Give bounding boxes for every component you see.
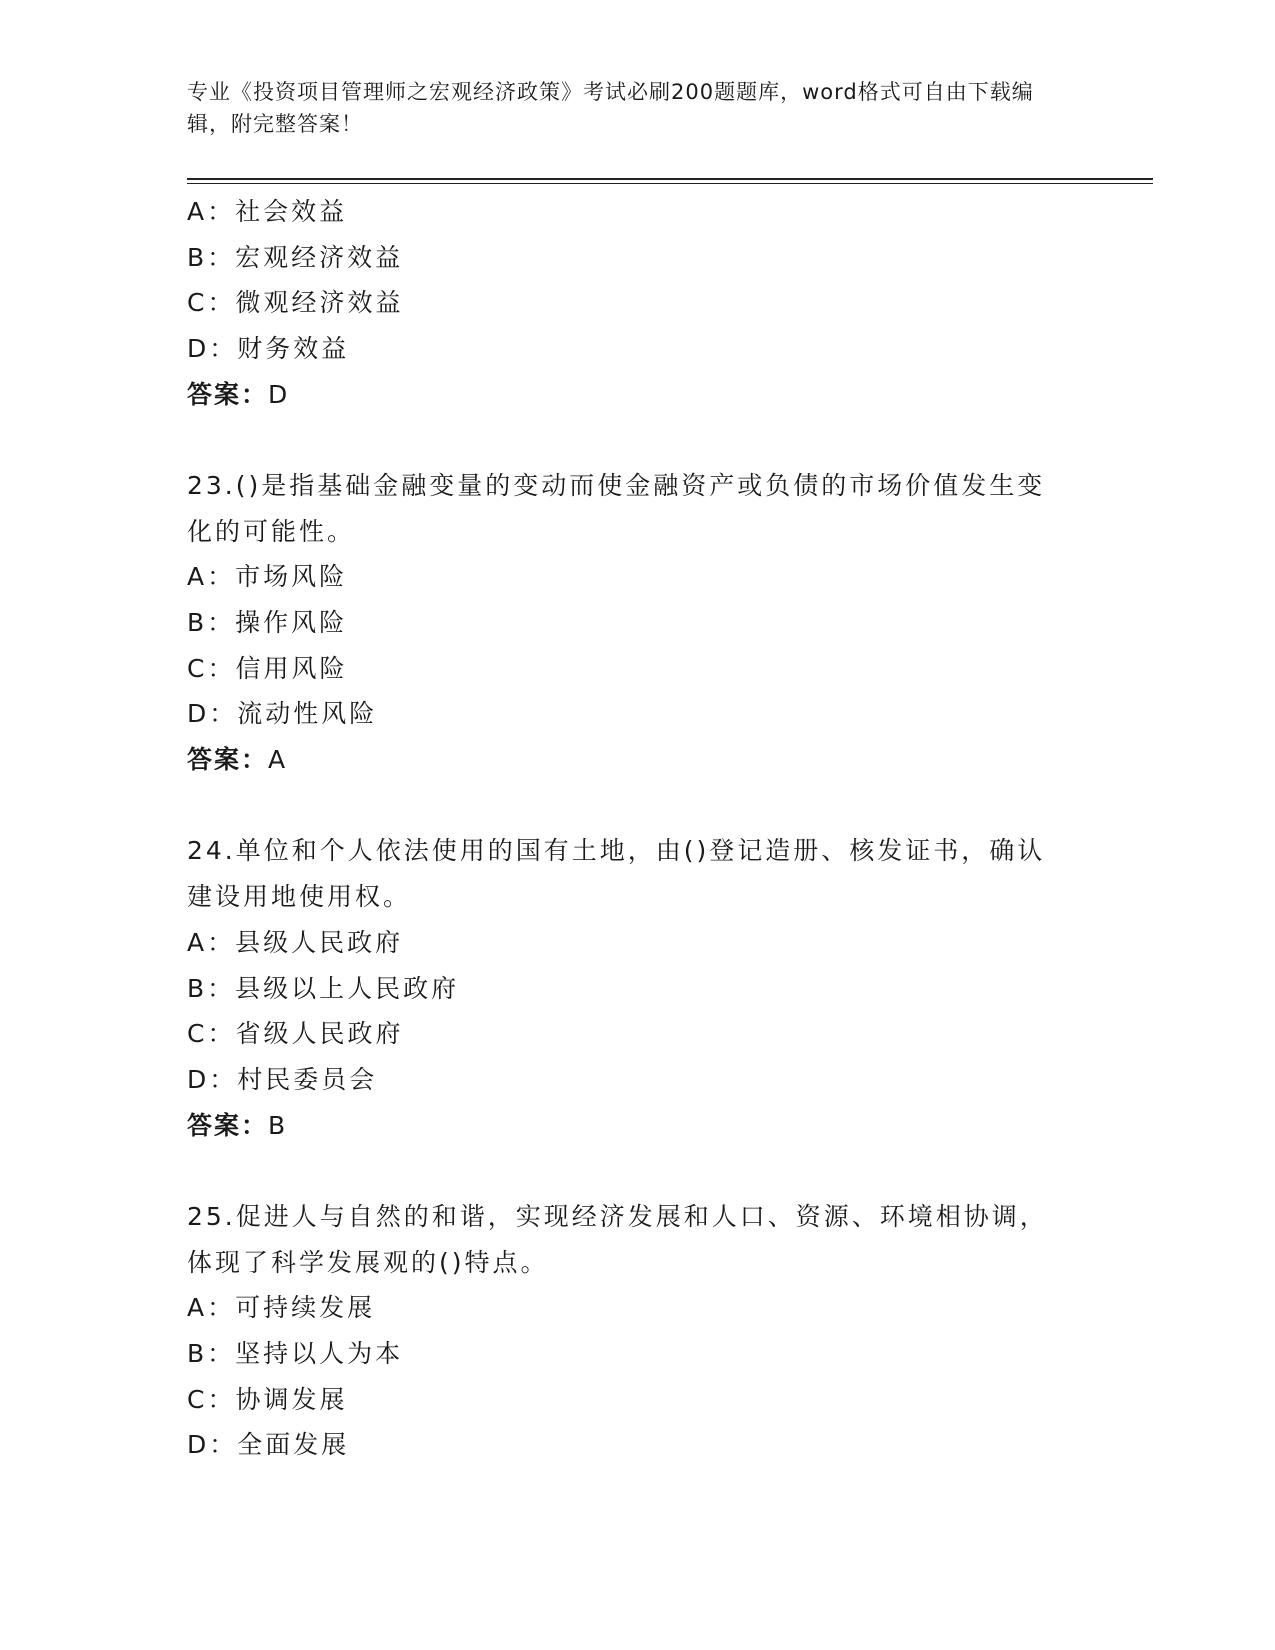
answer-label: 答案： bbox=[187, 745, 269, 775]
option-b: B：宏观经济效益 bbox=[187, 242, 404, 272]
question-spacer bbox=[187, 417, 1087, 463]
question-text-line: 建设用地使用权。 bbox=[187, 882, 412, 912]
question-spacer bbox=[187, 783, 1087, 829]
question-block-23 bbox=[187, 463, 1087, 783]
answer-value: B bbox=[268, 1110, 288, 1140]
option-d: D：村民委员会 bbox=[187, 1064, 378, 1094]
option-d: D：财务效益 bbox=[187, 334, 350, 364]
answer-value: A bbox=[268, 745, 288, 775]
option-a: A：县级人民政府 bbox=[187, 927, 404, 957]
option-b: B：坚持以人为本 bbox=[187, 1338, 404, 1368]
question-text-line: 体现了科学发展观的()特点。 bbox=[187, 1247, 549, 1277]
option-c: C：信用风险 bbox=[187, 653, 348, 683]
document-header bbox=[187, 76, 1067, 140]
option-b: B：操作风险 bbox=[187, 608, 348, 638]
option-a: A：社会效益 bbox=[187, 197, 348, 226]
question-text-line: 24.单位和个人依法使用的国有土地，由()登记造册、核发证书，确认 bbox=[187, 836, 1046, 866]
answer-label: 答案： bbox=[187, 379, 269, 409]
option-c: C：协调发展 bbox=[187, 1384, 348, 1414]
header-intro-text: 专业《投资项目管理师之宏观经济政策》考试必刷200题题库，word格式可自由下载编辑，附完整答案！ bbox=[187, 80, 1034, 136]
question-text-line: 化的可能性。 bbox=[187, 516, 356, 546]
option-d: D：全面发展 bbox=[187, 1430, 350, 1460]
answer-line bbox=[187, 372, 1087, 418]
option-a: A：市场风险 bbox=[187, 562, 348, 592]
header-divider-thick bbox=[187, 178, 1153, 180]
question-list bbox=[187, 189, 1087, 1468]
header-divider-thin bbox=[187, 183, 1153, 184]
question-text-line: 25.促进人与自然的和谐，实现经济发展和人口、资源、环境相协调， bbox=[187, 1201, 1048, 1231]
question-spacer bbox=[187, 1148, 1087, 1194]
question-text-line: 23.()是指基础金融变量的变动而使金融资产或负债的市场价值发生变 bbox=[187, 471, 1046, 501]
option-c: C：省级人民政府 bbox=[187, 1019, 404, 1049]
option-b: B：县级以上人民政府 bbox=[187, 973, 460, 1003]
answer-value: D bbox=[268, 379, 290, 409]
option-d: D：流动性风险 bbox=[187, 699, 378, 729]
question-block-24 bbox=[187, 828, 1087, 1148]
question-block-25 bbox=[187, 1194, 1087, 1468]
option-a: A：可持续发展 bbox=[187, 1293, 376, 1323]
answer-label: 答案： bbox=[187, 1110, 269, 1140]
question-block-prev bbox=[187, 189, 1087, 417]
option-c: C：微观经济效益 bbox=[187, 288, 404, 318]
answer-line bbox=[187, 1103, 1087, 1149]
answer-line bbox=[187, 737, 1087, 783]
